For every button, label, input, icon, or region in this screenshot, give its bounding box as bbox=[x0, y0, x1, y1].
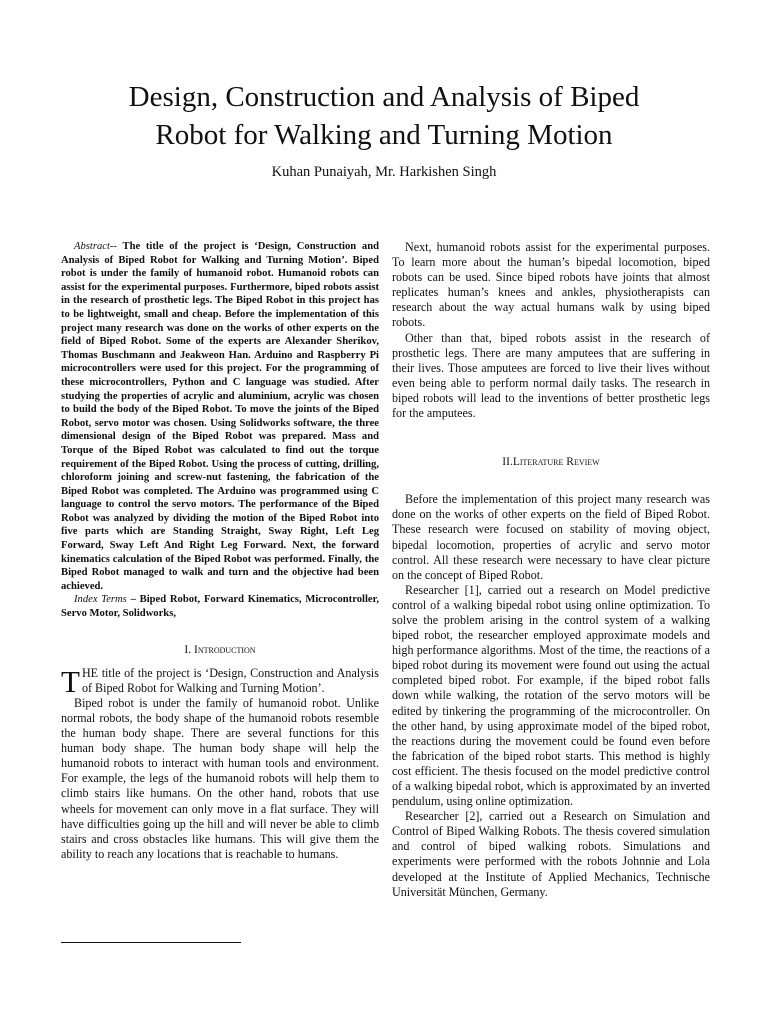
intro-paragraph-1-text: HE title of the project is ‘Design, Construction and Analysis of Biped Robot for Walking and Turning Motion’. bbox=[81, 665, 379, 695]
index-terms-label: Index Terms bbox=[74, 594, 127, 606]
intro-paragraph-2: Biped robot is under the family of humanoid robot. Unlike normal robots, the body shape of the humanoid robots resemble the human body shape. There are several functions for this human body shape. The human body shape will help the humanoid robots to interact with human tools and environment. For example, the legs of the humanoid robots will help them to climb stairs like humans. On the other hand, robots that use wheels for movement can only move in a flat surface. They will have difficulties going up the hill and will never be able to climb stairs and cross obstacles like humans. This will give them the ability to reach any locations that is reachable to humans. bbox=[61, 695, 379, 861]
drop-cap: T bbox=[61, 663, 80, 699]
left-column bbox=[61, 240, 379, 862]
title-line-2: Robot for Walking and Turning Motion bbox=[155, 119, 613, 151]
paper-title bbox=[0, 78, 768, 154]
section-number: I. bbox=[184, 643, 192, 656]
intro-paragraph-1 bbox=[61, 663, 379, 699]
right-paragraph-2: Other than that, biped robots assist in the research of prosthetic legs. There are many amputees that are suffering in their lives. Those amputees are forced to live their lives without even being able to perform normal daily tasks. The research in biped robots will lead to the inventions of better prosthetic legs for the amputees. bbox=[392, 330, 710, 421]
lit-paragraph-3: Researcher [2], carried out a Research on Simulation and Control of Biped Walking Robots. The thesis covered simulation and control of biped walking robots. Simulations and experiments were performed with the robots Johnnie and Lola developed at the Institute of Applied Mechanics, Technische Universität München, Germany. bbox=[392, 809, 710, 899]
footnote-rule bbox=[61, 942, 241, 943]
index-terms bbox=[61, 593, 379, 620]
section-title: Literature Review bbox=[512, 456, 600, 469]
section-heading-literature-review bbox=[392, 455, 710, 470]
section-title: Introduction bbox=[193, 643, 256, 656]
title-line-1: Design, Construction and Analysis of Biped bbox=[128, 81, 640, 113]
section-heading-introduction bbox=[61, 643, 379, 658]
authors: Kuhan Punaiyah, Mr. Harkishen Singh bbox=[271, 164, 497, 180]
lit-paragraph-1: Before the implementation of this project many research was done on the works of other experts on the field of Biped Robot. These research were focused on stability of moving object, bipedal locomotion, properties of acrylic and servo motor control. All these research were necessary to have clear picture on the concept of Biped Robot. bbox=[392, 492, 710, 582]
abstract-label: Abstract-- bbox=[74, 241, 117, 252]
abstract bbox=[61, 240, 379, 621]
right-paragraph-1: Next, humanoid robots assist for the experimental purposes. To learn more about the human’s bipedal locomotion, biped robots can be used. Since biped robots have joints that almost replicates human’s knees and ankles, physiotherapists can research about the way actual humans walk by using biped robots. bbox=[392, 240, 710, 330]
right-column bbox=[392, 240, 710, 900]
lit-paragraph-2: Researcher [1], carried out a research on Model predictive control of a walking bipedal robot using online optimization. To solve the problem arising in the control system of a walking biped robot, the researcher employed approximate models and high performance algorithms. Most of the time, the reactions of a biped robot during its movement were found out using the actual completed biped robot. For example, if the biped robot falls down while walking, the rotation of the servo motors will be edited by tinkering the programming of the microcontroller. On the other hand, by using approximate model of the biped robot, the reactions during the movement could be found even before the fabrication of the biped robot starts. This method is highly cost efficient. The thesis focused on the model predictive control of a walking bipedal robot, which is approximated by an inverted pendulum, using online optimization. bbox=[392, 582, 710, 809]
section-number: II. bbox=[502, 456, 513, 469]
abstract-text: The title of the project is ‘Design, Construction and Analysis of Biped Robot for Walking and Turning Motion’. Biped robot is under the family of humanoid robot. Humanoid robots can assist for the experimental purposes. Furthermore, biped robots assist in the research of prosthetic legs. The Biped Robot in this project has to be lightweight, small and cheap. Before the implementation of this project many research was done on the works of other experts on the field of Biped Robot. Some of the experts are Alexander Sherikov, Thomas Buschmann and Jeakweon Han. Arduino and Raspberry Pi microcontrollers were used for this project. For the programming of these microcontrollers, Python and C language was studied. After studying the properties of acrylic and aluminium, acrylic was chosen to build the body of the Biped Robot. To move the joints of the Biped Robot, servo motor was chosen. Using Solidworks software, the three dimensional design of the Biped Robot was prepared. Mass and Torque of the Biped Robot was calculated to find out the torque requirement of the Biped Robot. Using the process of cutting, drilling, chloroform joining and screw-nut fastening, the fabrication of the Biped Robot was completed. The Arduino was programmed using C language to control the servo motors. The performance of the Biped Robot was analyzed by dividing the motion of the Biped Robot into five parts which are Standing Straight, Sway Right, Left Leg Forward, Sway Left And Right Leg Forward. Next, the forward kinematics calculation of the Biped Robot was performed. Finally, the Biped Robot managed to walk and turn and the objective had been achieved. bbox=[61, 241, 379, 592]
index-terms-text: – Biped Robot, Forward Kinematics, Microcontroller, Servo Motor, Solidworks, bbox=[61, 594, 379, 620]
abstract-paragraph bbox=[61, 240, 379, 593]
